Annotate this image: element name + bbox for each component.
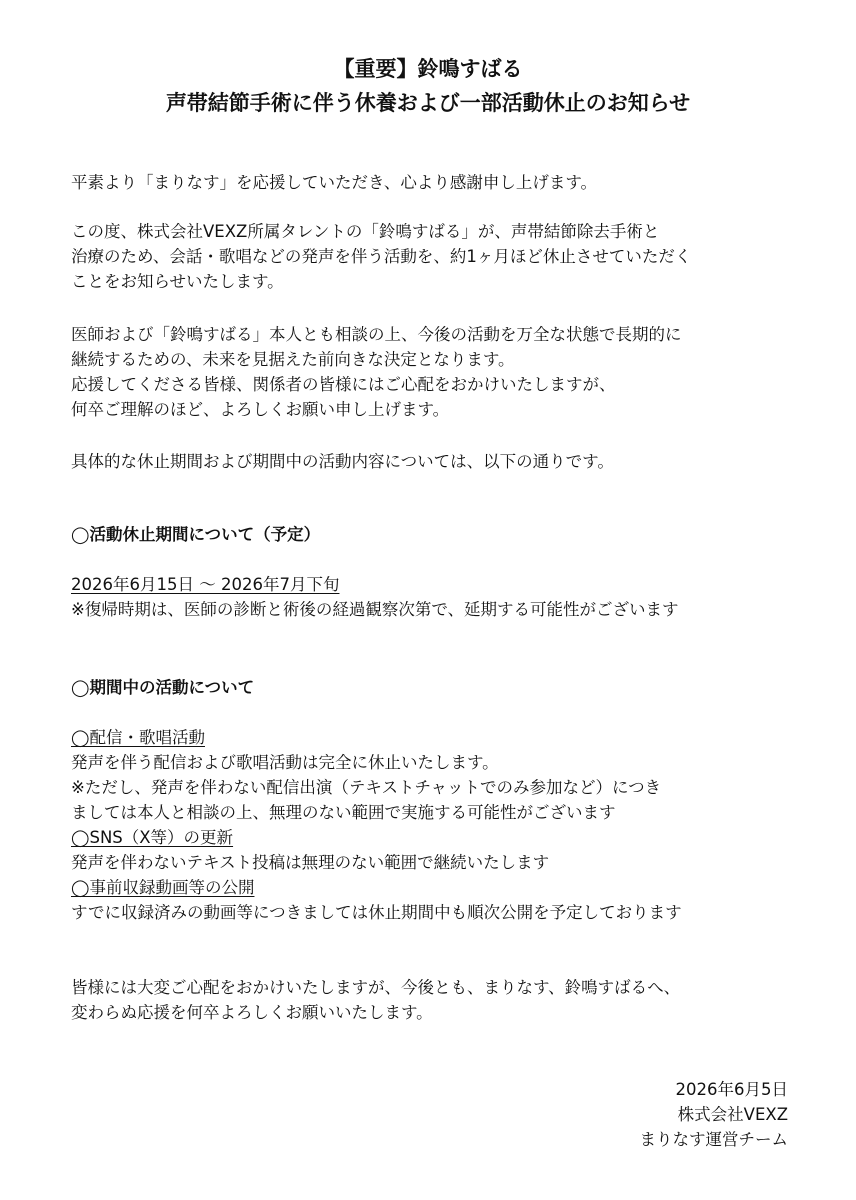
recorded-heading: ◯事前収録動画等の公開 [71, 878, 255, 897]
signature-company: 株式会社VEXZ [677, 1105, 788, 1124]
period-note: ※復帰時期は、医師の診断と術後の経過観察次第で、延期する可能性がございます [71, 600, 679, 619]
reason-line: 医師および「鈴鳴すばる」本人とも相談の上、今後の活動を万全な状態で長期的に [71, 325, 682, 344]
title-line-1: 【重要】鈴鳴すばる [333, 57, 523, 81]
announce-line: この度、株式会社VEXZ所属タレントの「鈴鳴すばる」が、声帯結節除去手術と [71, 222, 660, 241]
title-line-2: 声帯結節手術に伴う休養および一部活動休止のお知らせ [165, 91, 691, 115]
period-details [71, 572, 791, 622]
signature-team: まりなす運営チーム [639, 1130, 788, 1149]
announce-line: 治療のため、会話・歌唱などの発声を伴う活動を、約1ヶ月ほど休止させていただく [71, 247, 692, 266]
closing-line: 変わらぬ応援を何卒よろしくお願いいたします。 [71, 1003, 433, 1022]
reason-line: 何卒ご理解のほど、よろしくお願い申し上げます。 [71, 400, 450, 419]
streaming-line: 発声を伴う配信および歌唱活動は完全に休止いたします。 [71, 753, 499, 772]
period-range: 2026年6月15日 ～ 2026年7月下旬 [71, 575, 340, 594]
reason-paragraph [71, 322, 791, 422]
activities-section [71, 675, 791, 700]
announce-line: ことをお知らせいたします。 [71, 272, 284, 291]
reason-line: 応援してくださる皆様、関係者の皆様にはご心配をおかけいたしますが、 [71, 375, 616, 394]
signature-date: 2026年6月5日 [675, 1080, 788, 1099]
lead-text: 具体的な休止期間および期間中の活動内容については、以下の通りです。 [71, 452, 614, 471]
greeting-text: 平素より「まりなす」を応援していただき、心より感謝申し上げます。 [71, 173, 598, 192]
period-heading: ◯活動休止期間について（予定） [71, 525, 321, 544]
activities-heading: ◯期間中の活動について [71, 678, 255, 697]
streaming-heading: ◯配信・歌唱活動 [71, 728, 205, 747]
greeting-paragraph [71, 170, 791, 195]
activities-details [71, 725, 791, 925]
streaming-line: ましては本人と相談の上、無理のない範囲で実施する可能性がございます [71, 803, 616, 822]
recorded-line: すでに収録済みの動画等につきましては休止期間中も順次公開を予定しております [71, 903, 682, 922]
announce-paragraph [71, 219, 791, 294]
reason-line: 継続するための、未来を見据えた前向きな決定となります。 [71, 350, 515, 369]
period-section [71, 522, 791, 547]
sns-heading: ◯SNS（X等）の更新 [71, 828, 234, 847]
lead-paragraph [71, 449, 791, 474]
closing-paragraph [71, 975, 791, 1025]
sns-line: 発声を伴わないテキスト投稿は無理のない範囲で継続いたします [71, 853, 550, 872]
signature-block [640, 1077, 789, 1152]
closing-line: 皆様には大変ご心配をおかけいたしますが、今後とも、まりなす、鈴鳴すばるへ、 [71, 978, 681, 997]
streaming-line: ※ただし、発声を伴わない配信出演（テキストチャットでのみ参加など）につき [71, 778, 662, 797]
